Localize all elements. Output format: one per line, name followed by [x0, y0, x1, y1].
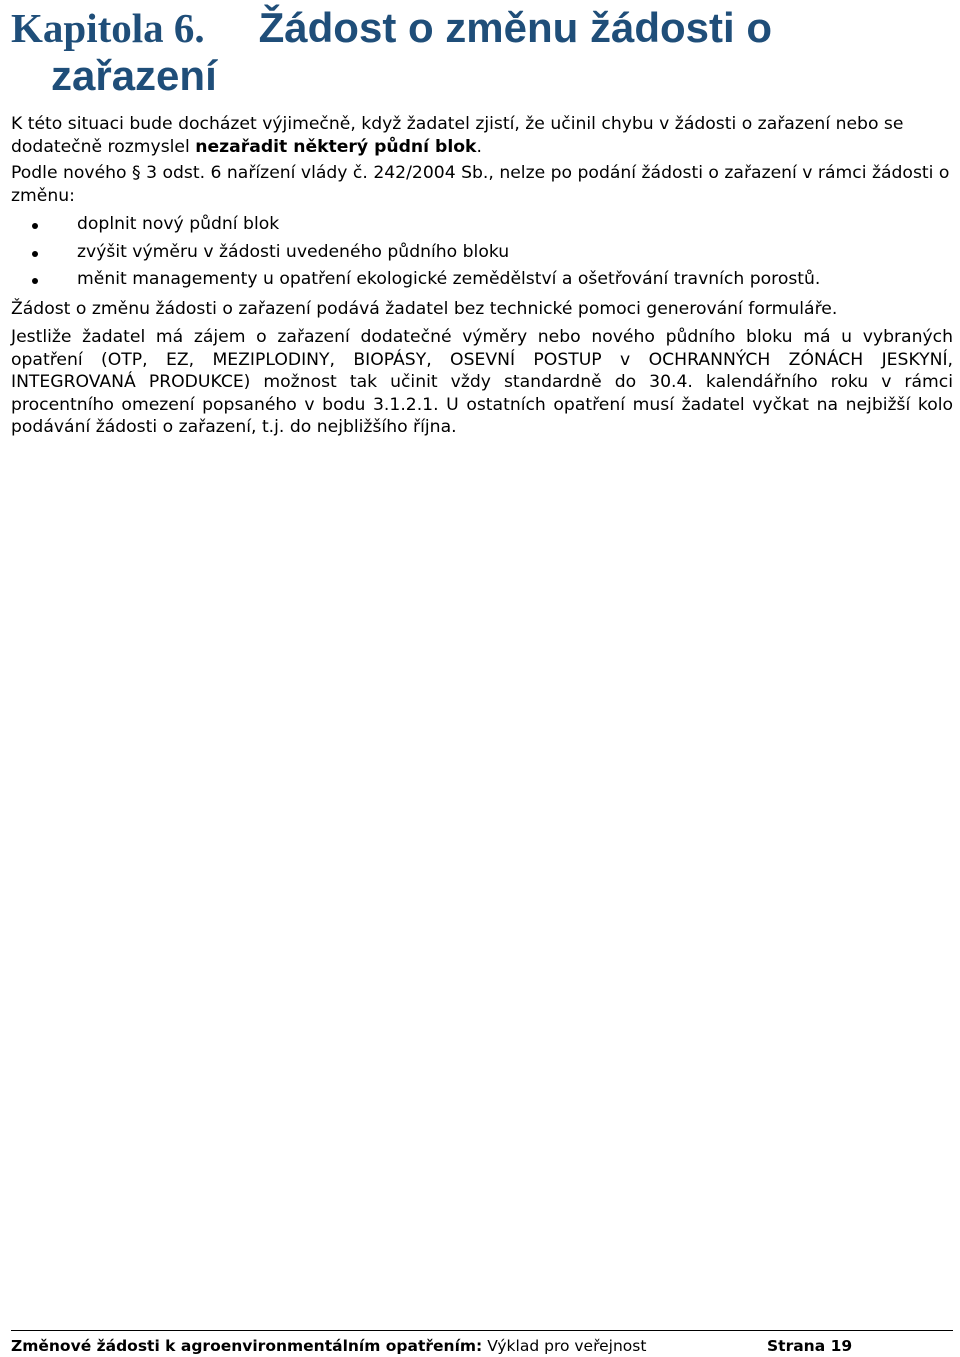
list-item-text: doplnit nový půdní blok — [77, 214, 280, 234]
bullet-icon — [32, 223, 38, 229]
intro-text: K této situaci bude docházet výjimečně, když žadatel zjistí, že učinil chybu v žádosti o zařazení nebo se dodatečně rozmyslel — [11, 114, 904, 157]
intro-paragraph — [11, 113, 953, 158]
restriction-list — [11, 211, 953, 294]
list-item — [11, 266, 953, 294]
chapter-heading — [11, 4, 951, 100]
chapter-title-part-2: zařazení — [51, 52, 217, 99]
regulation-paragraph — [11, 162, 953, 207]
list-item-text: zvýšit výměru v žádosti uvedeného půdního bloku — [77, 241, 510, 262]
intro-emphasis: nezařadit některý půdní blok — [195, 136, 477, 157]
note-paragraph: Žádost o změnu žádosti o zařazení podává žadatel bez technické pomoci generování formuláře. — [11, 298, 838, 319]
regulation-text: , nelze po podání žádosti o zařazení v rámci žádosti o změnu: — [11, 163, 950, 206]
page-number: Strana 19 — [767, 1337, 853, 1355]
regulation-reference: Podle nového § 3 odst. 6 nařízení vlády č. 242/2004 Sb. — [11, 163, 489, 183]
footer-subtitle: Výklad pro veřejnost — [482, 1337, 647, 1355]
list-item — [11, 239, 953, 267]
chapter-number: Kapitola 6. — [11, 5, 205, 51]
document-body — [11, 113, 953, 439]
bullet-icon — [32, 251, 38, 257]
chapter-title-part-1: Žádost o změnu žádosti o — [258, 4, 772, 51]
list-item-text: měnit managementy u opatření ekologické zemědělství a ošetřování travních porostů. — [77, 269, 821, 289]
page-footer — [11, 1336, 953, 1356]
footer-document-title: Změnové žádosti k agroenvironmentálním opatřením: — [11, 1337, 483, 1355]
bullet-icon — [32, 278, 38, 284]
footer-divider — [11, 1330, 953, 1331]
intro-end: . — [476, 136, 482, 157]
final-paragraph: Jestliže žadatel má zájem o zařazení dodatečné výměry nebo nového půdního bloku má u vybraných opatření (OTP, EZ, MEZIPLODINY, BIOPÁSY, OSEVNÍ POSTUP v OCHRANNÝCH ZÓNÁCH JESKYNÍ, INTEGROVANÁ PRODUKCE) možnost tak učinit vždy standardně do 30.4. kalendářního roku v rámci procentního omezení popsaného v bodu 3.1.2.1. U ostatních opatření musí žadatel vyčkat na nejbižší kolo podávání žádosti o zařazení, t.j. do nejbližšího října. — [11, 327, 953, 437]
list-item — [11, 211, 953, 239]
heading-line-1 — [11, 4, 951, 58]
